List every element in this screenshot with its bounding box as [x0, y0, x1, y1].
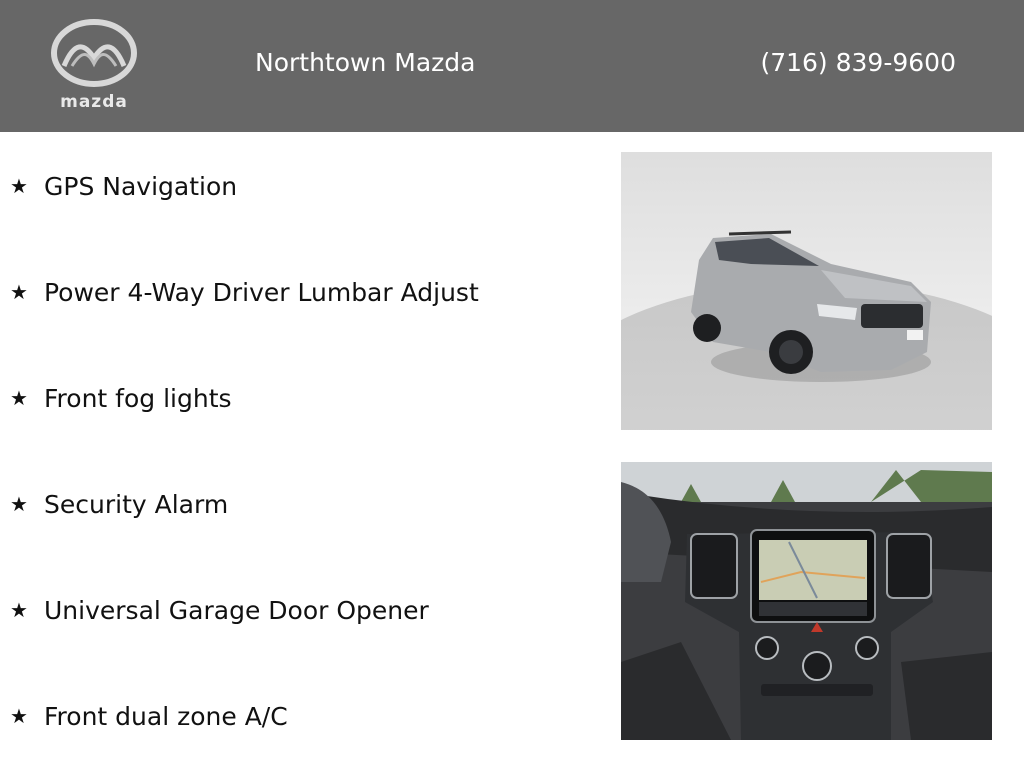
feature-label: Security Alarm	[44, 489, 229, 519]
feature-label: Universal Garage Door Opener	[44, 595, 429, 625]
suv-exterior-image	[621, 152, 992, 430]
feature-item	[10, 590, 429, 630]
star-icon: ★	[10, 174, 28, 198]
mazda-emblem-icon	[44, 18, 144, 90]
phone-number[interactable]: (716) 839-9600	[760, 48, 956, 77]
feature-label: Front fog lights	[44, 383, 232, 413]
dashboard-image	[621, 462, 992, 740]
vehicle-exterior-photo[interactable]	[621, 152, 992, 430]
logo-wordmark: mazda	[60, 92, 128, 112]
star-icon: ★	[10, 704, 28, 728]
star-icon: ★	[10, 598, 28, 622]
star-icon: ★	[10, 492, 28, 516]
feature-label: GPS Navigation	[44, 171, 238, 201]
feature-item	[10, 166, 237, 206]
header-bar	[0, 0, 1024, 132]
feature-item	[10, 378, 232, 418]
feature-item	[10, 696, 288, 736]
dealer-name[interactable]: Northtown Mazda	[255, 48, 476, 77]
star-icon: ★	[10, 386, 28, 410]
mazda-logo-icon[interactable]	[44, 18, 144, 114]
feature-item	[10, 484, 228, 524]
feature-label: Power 4-Way Driver Lumbar Adjust	[44, 277, 479, 307]
vehicle-interior-photo[interactable]	[621, 462, 992, 740]
feature-item	[10, 272, 479, 312]
feature-label: Front dual zone A/C	[44, 701, 288, 731]
star-icon: ★	[10, 280, 28, 304]
